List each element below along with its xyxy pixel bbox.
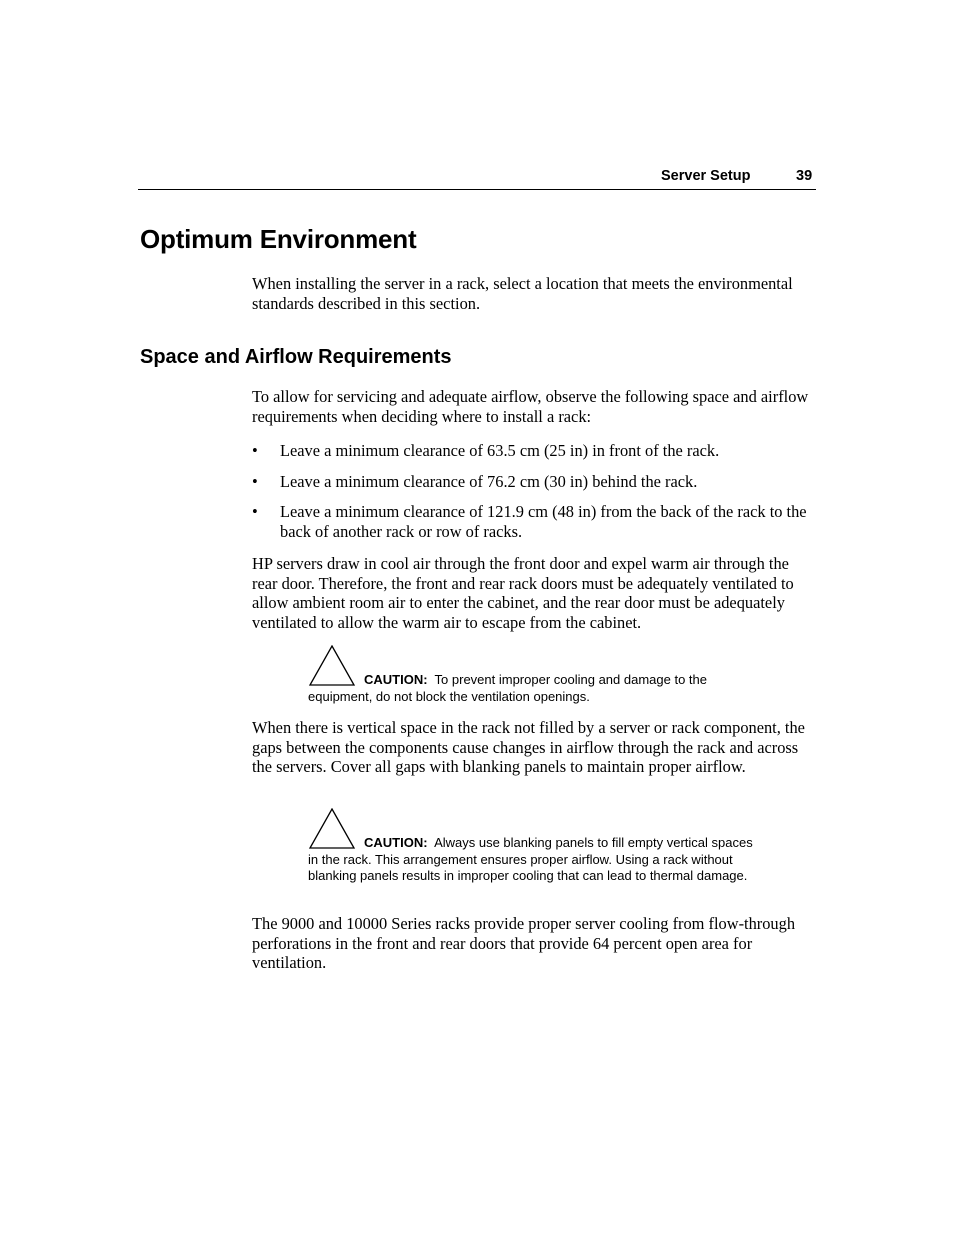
series-paragraph: The 9000 and 10000 Series racks provide proper server cooling from flow-through perforations in the front and rear doors that provide 64 percent open area for ventilation. [252, 914, 796, 972]
list-item-text: Leave a minimum clearance of 76.2 cm (30 in) behind the rack. [280, 472, 698, 491]
caution-label: CAUTION: [364, 672, 428, 687]
caution-message: Always use blanking panels to fill empty vertical spaces in the rack. This arrangement ensures proper airflow. Using a rack without blanking panels results in improper cooling that can lead to thermal damage. [308, 835, 753, 884]
caution-text [308, 835, 764, 885]
gaps-paragraph: When there is vertical space in the rack not filled by a server or rack component, the gaps between the components cause changes in airflow through the rack and across the servers. Cover all gaps with blanking panels to maintain proper airflow. [252, 718, 805, 776]
airflow-paragraph: HP servers draw in cool air through the front door and expel warm air through the rear door. Therefore, the front and rear rack doors must be adequately ventilated to allow ambient room air to enter the cabinet, and the rear door must be adequately ventilated to allow the warm air to escape from the cabinet. [252, 554, 794, 632]
page-title: Optimum Environment [140, 224, 417, 254]
list-item-text: Leave a minimum clearance of 121.9 cm (48 in) from the back of the rack to the back of another rack or row of racks. [280, 502, 807, 541]
page-number: 39 [796, 168, 813, 184]
section-heading: Space and Airflow Requirements [140, 346, 452, 368]
bullet-marker: • [252, 502, 258, 521]
lead-paragraph: To allow for servicing and adequate airflow, observe the following space and airflow requirements when deciding where to install a rack: [252, 387, 809, 426]
list-item-text: Leave a minimum clearance of 63.5 cm (25 in) in front of the rack. [280, 441, 720, 460]
intro-paragraph: When installing the server in a rack, select a location that meets the environmental standards described in this section. [252, 274, 793, 313]
caution-text [308, 672, 764, 705]
bullet-marker: • [252, 472, 258, 491]
header-section-title: Server Setup [661, 168, 751, 184]
bullet-marker: • [252, 441, 258, 460]
running-header [138, 168, 816, 190]
caution-message: To prevent improper cooling and damage to the equipment, do not block the ventilation openings. [308, 672, 707, 704]
caution-label: CAUTION: [364, 835, 428, 850]
